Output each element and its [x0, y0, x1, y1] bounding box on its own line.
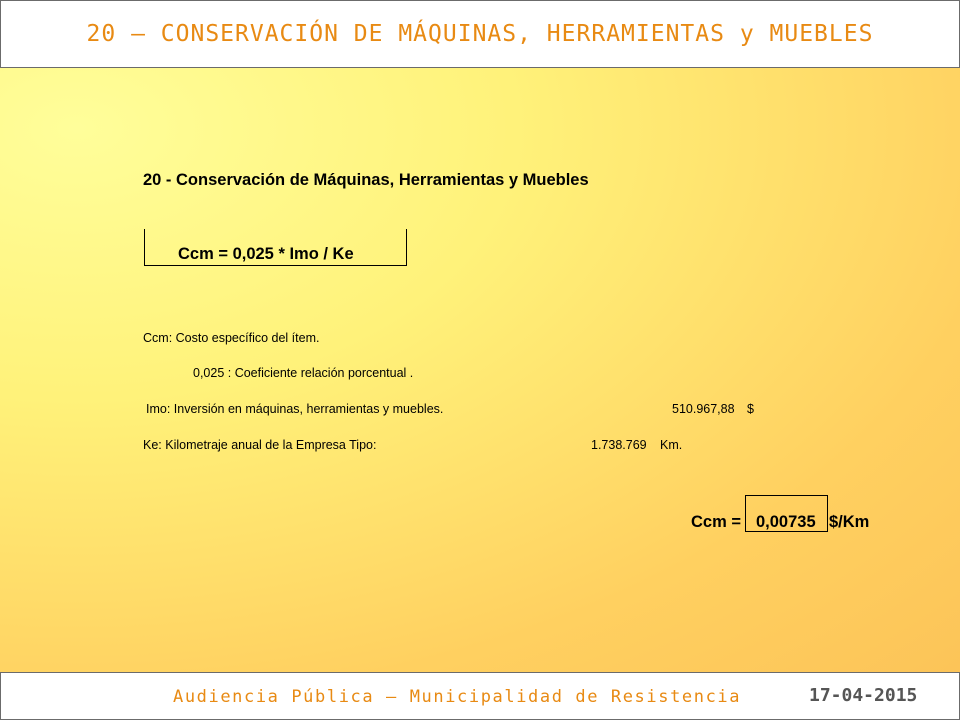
result-box-top-border [746, 495, 827, 496]
ke-value: 1.738.769 [591, 438, 647, 452]
footer-text: Audiencia Pública – Municipalidad de Resistencia [173, 687, 742, 707]
slide-header [0, 0, 960, 68]
result-label: Ccm = [691, 513, 741, 531]
definition-ccm: Ccm: Costo específico del ítem. [143, 331, 320, 345]
slide-footer [0, 672, 960, 720]
formula-box-left-border [144, 229, 145, 265]
ke-unit: Km. [660, 438, 683, 452]
formula-box [144, 229, 407, 266]
definition-coefficient: 0,025 : Coeficiente relación porcentual . [193, 366, 414, 380]
slide-body [0, 68, 960, 672]
result-unit: $/Km [829, 513, 870, 531]
definition-ke: Ke: Kilometraje anual de la Empresa Tipo: [143, 438, 377, 452]
slide-title: 20 – CONSERVACIÓN DE MÁQUINAS, HERRAMIENTAS y MUEBLES [86, 21, 874, 47]
definition-imo: Imo: Inversión en máquinas, herramientas y muebles. [146, 402, 444, 416]
section-heading: 20 - Conservación de Máquinas, Herramientas y Muebles [143, 171, 589, 189]
imo-unit: $ [747, 402, 754, 416]
result-value: 0,00735 [756, 513, 816, 531]
imo-value: 510.967,88 [672, 402, 735, 416]
formula-text: Ccm = 0,025 * Imo / Ke [178, 245, 354, 263]
footer-date: 17-04-2015 [809, 685, 918, 706]
